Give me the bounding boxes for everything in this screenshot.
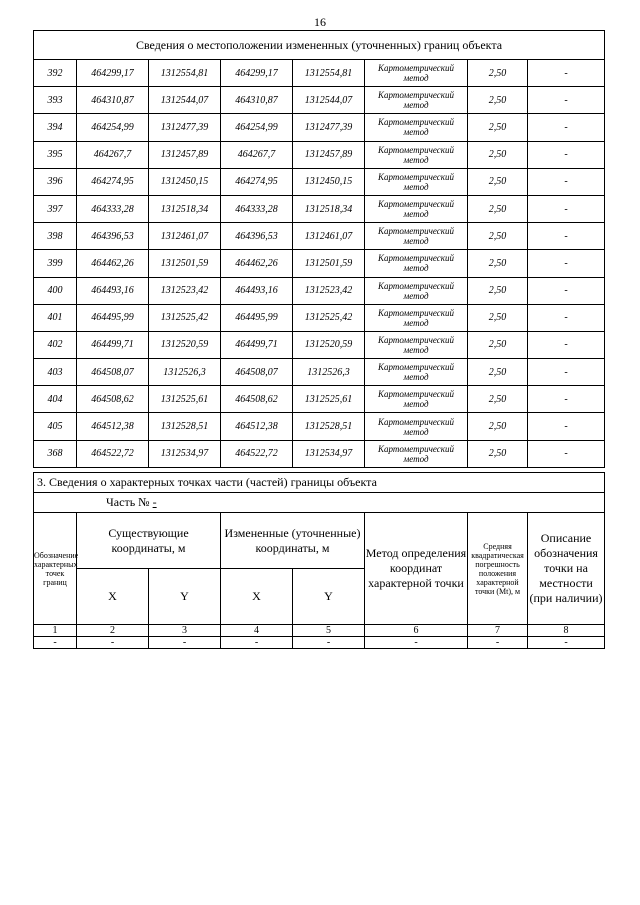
table-row (34, 413, 605, 440)
point-number-cell: 392 (34, 60, 77, 87)
point-number-cell: 400 (34, 277, 77, 304)
table-row (34, 168, 605, 195)
error-value-cell: 2,50 (468, 359, 528, 386)
y-existing-cell: 1312554,81 (149, 60, 221, 87)
y-existing-cell: 1312457,89 (149, 141, 221, 168)
x-existing-header: X (77, 569, 149, 625)
point-number-cell: 401 (34, 304, 77, 331)
x-changed-cell: 464495,99 (221, 304, 293, 331)
x-existing-cell: 464499,71 (77, 331, 149, 358)
method-cell: Картометрический метод (365, 250, 468, 277)
description-cell: - (528, 141, 605, 168)
error-value-cell: 2,50 (468, 304, 528, 331)
point-number-cell: 396 (34, 168, 77, 195)
x-existing-cell: 464333,28 (77, 195, 149, 222)
part-label: Часть № (106, 495, 150, 509)
y-existing-cell: 1312520,59 (149, 331, 221, 358)
table-row (34, 440, 605, 467)
y-changed-cell: 1312544,07 (293, 87, 365, 114)
x-existing-cell: 464254,99 (77, 114, 149, 141)
y-changed-cell: 1312477,39 (293, 114, 365, 141)
y-changed-cell: 1312518,34 (293, 195, 365, 222)
method-cell: Картометрический метод (365, 60, 468, 87)
y-changed-cell: 1312526,3 (293, 359, 365, 386)
col-method-header: Метод определения координат характерной точки (365, 513, 468, 625)
point-number-cell: 394 (34, 114, 77, 141)
point-number-cell: 405 (34, 413, 77, 440)
x-changed-header: X (221, 569, 293, 625)
y-changed-cell: 1312528,51 (293, 413, 365, 440)
error-value-cell: 2,50 (468, 168, 528, 195)
empty-cell: - (468, 637, 528, 649)
x-changed-cell: 464522,72 (221, 440, 293, 467)
description-cell: - (528, 359, 605, 386)
table-row (34, 114, 605, 141)
point-number-cell: 398 (34, 223, 77, 250)
table-row (34, 277, 605, 304)
empty-cell: - (293, 637, 365, 649)
description-cell: - (528, 277, 605, 304)
point-number-cell: 393 (34, 87, 77, 114)
error-value-cell: 2,50 (468, 277, 528, 304)
x-existing-cell: 464310,87 (77, 87, 149, 114)
column-number: 1 (34, 625, 77, 637)
description-cell: - (528, 223, 605, 250)
description-cell: - (528, 168, 605, 195)
method-cell: Картометрический метод (365, 304, 468, 331)
error-value-cell: 2,50 (468, 250, 528, 277)
x-changed-cell: 464396,53 (221, 223, 293, 250)
method-cell: Картометрический метод (365, 413, 468, 440)
x-changed-cell: 464499,71 (221, 331, 293, 358)
col-point-header: Обозначение характерных точек границ (34, 513, 77, 625)
error-value-cell: 2,50 (468, 413, 528, 440)
table-row (34, 60, 605, 87)
method-cell: Картометрический метод (365, 168, 468, 195)
table-row (34, 386, 605, 413)
x-changed-cell: 464508,62 (221, 386, 293, 413)
point-number-cell: 403 (34, 359, 77, 386)
column-number: 8 (528, 625, 605, 637)
part-value: - (152, 495, 157, 509)
empty-cell: - (221, 637, 293, 649)
x-changed-cell: 464333,28 (221, 195, 293, 222)
col-existing-header: Существующие координаты, м (77, 513, 221, 569)
method-cell: Картометрический метод (365, 141, 468, 168)
y-existing-header: Y (149, 569, 221, 625)
error-value-cell: 2,50 (468, 195, 528, 222)
x-existing-cell: 464396,53 (77, 223, 149, 250)
method-cell: Картометрический метод (365, 331, 468, 358)
description-cell: - (528, 304, 605, 331)
table-row (34, 87, 605, 114)
y-existing-cell: 1312461,07 (149, 223, 221, 250)
col-error-header: Средняя квадратическая погрешность положения характерной точки (Мt), м (468, 513, 528, 625)
column-number: 3 (149, 625, 221, 637)
empty-cell: - (149, 637, 221, 649)
x-changed-cell: 464310,87 (221, 87, 293, 114)
description-cell: - (528, 440, 605, 467)
empty-cell: - (365, 637, 468, 649)
description-cell: - (528, 386, 605, 413)
y-changed-cell: 1312534,97 (293, 440, 365, 467)
description-cell: - (528, 60, 605, 87)
description-cell: - (528, 114, 605, 141)
error-value-cell: 2,50 (468, 87, 528, 114)
x-changed-cell: 464462,26 (221, 250, 293, 277)
error-value-cell: 2,50 (468, 223, 528, 250)
x-existing-cell: 464508,62 (77, 386, 149, 413)
x-changed-cell: 464299,17 (221, 60, 293, 87)
y-existing-cell: 1312526,3 (149, 359, 221, 386)
description-cell: - (528, 250, 605, 277)
method-cell: Картометрический метод (365, 87, 468, 114)
error-value-cell: 2,50 (468, 386, 528, 413)
y-existing-cell: 1312544,07 (149, 87, 221, 114)
section-title: 3. Сведения о характерных точках части (частей) границы объекта (34, 473, 605, 493)
method-cell: Картометрический метод (365, 114, 468, 141)
error-value-cell: 2,50 (468, 440, 528, 467)
y-existing-cell: 1312523,42 (149, 277, 221, 304)
y-existing-cell: 1312450,15 (149, 168, 221, 195)
x-existing-cell: 464522,72 (77, 440, 149, 467)
y-existing-cell: 1312501,59 (149, 250, 221, 277)
point-number-cell: 404 (34, 386, 77, 413)
error-value-cell: 2,50 (468, 114, 528, 141)
table-row (34, 250, 605, 277)
description-cell: - (528, 413, 605, 440)
point-number-cell: 402 (34, 331, 77, 358)
table-row (34, 359, 605, 386)
column-number: 5 (293, 625, 365, 637)
point-number-cell: 399 (34, 250, 77, 277)
method-cell: Картометрический метод (365, 223, 468, 250)
y-changed-header: Y (293, 569, 365, 625)
boundary-coordinates-table (33, 30, 605, 468)
x-existing-cell: 464512,38 (77, 413, 149, 440)
method-cell: Картометрический метод (365, 386, 468, 413)
y-changed-cell: 1312457,89 (293, 141, 365, 168)
table-row (34, 331, 605, 358)
description-cell: - (528, 195, 605, 222)
table-row (34, 141, 605, 168)
x-changed-cell: 464512,38 (221, 413, 293, 440)
table-row (34, 304, 605, 331)
y-changed-cell: 1312554,81 (293, 60, 365, 87)
y-changed-cell: 1312525,42 (293, 304, 365, 331)
error-value-cell: 2,50 (468, 331, 528, 358)
col-changed-header: Измененные (уточненные) координаты, м (221, 513, 365, 569)
x-changed-cell: 464508,07 (221, 359, 293, 386)
y-changed-cell: 1312520,59 (293, 331, 365, 358)
page-number: 16 (314, 15, 326, 29)
method-cell: Картометрический метод (365, 277, 468, 304)
y-existing-cell: 1312525,42 (149, 304, 221, 331)
x-existing-cell: 464462,26 (77, 250, 149, 277)
error-value-cell: 2,50 (468, 141, 528, 168)
error-value-cell: 2,50 (468, 60, 528, 87)
y-existing-cell: 1312534,97 (149, 440, 221, 467)
x-existing-cell: 464493,16 (77, 277, 149, 304)
y-existing-cell: 1312528,51 (149, 413, 221, 440)
y-existing-cell: 1312525,61 (149, 386, 221, 413)
column-number: 4 (221, 625, 293, 637)
column-number: 2 (77, 625, 149, 637)
x-changed-cell: 464493,16 (221, 277, 293, 304)
x-existing-cell: 464267,7 (77, 141, 149, 168)
y-changed-cell: 1312525,61 (293, 386, 365, 413)
method-cell: Картометрический метод (365, 359, 468, 386)
x-existing-cell: 464274,95 (77, 168, 149, 195)
empty-cell: - (528, 637, 605, 649)
column-number: 7 (468, 625, 528, 637)
x-existing-cell: 464299,17 (77, 60, 149, 87)
table-row (34, 223, 605, 250)
description-cell: - (528, 87, 605, 114)
y-changed-cell: 1312450,15 (293, 168, 365, 195)
x-changed-cell: 464254,99 (221, 114, 293, 141)
y-changed-cell: 1312501,59 (293, 250, 365, 277)
part-points-table (33, 472, 605, 649)
col-description-header: Описание обозначения точки на местности (при наличии) (528, 513, 605, 625)
empty-cell: - (34, 637, 77, 649)
description-cell: - (528, 331, 605, 358)
x-changed-cell: 464267,7 (221, 141, 293, 168)
y-changed-cell: 1312523,42 (293, 277, 365, 304)
y-existing-cell: 1312477,39 (149, 114, 221, 141)
x-existing-cell: 464495,99 (77, 304, 149, 331)
x-existing-cell: 464508,07 (77, 359, 149, 386)
y-changed-cell: 1312461,07 (293, 223, 365, 250)
table-row (34, 195, 605, 222)
table-header: Сведения о местоположении измененных (уточненных) границ объекта (34, 31, 605, 60)
y-existing-cell: 1312518,34 (149, 195, 221, 222)
x-changed-cell: 464274,95 (221, 168, 293, 195)
point-number-cell: 368 (34, 440, 77, 467)
column-number: 6 (365, 625, 468, 637)
method-cell: Картометрический метод (365, 195, 468, 222)
method-cell: Картометрический метод (365, 440, 468, 467)
part-number-line (34, 493, 605, 513)
point-number-cell: 397 (34, 195, 77, 222)
point-number-cell: 395 (34, 141, 77, 168)
empty-cell: - (77, 637, 149, 649)
